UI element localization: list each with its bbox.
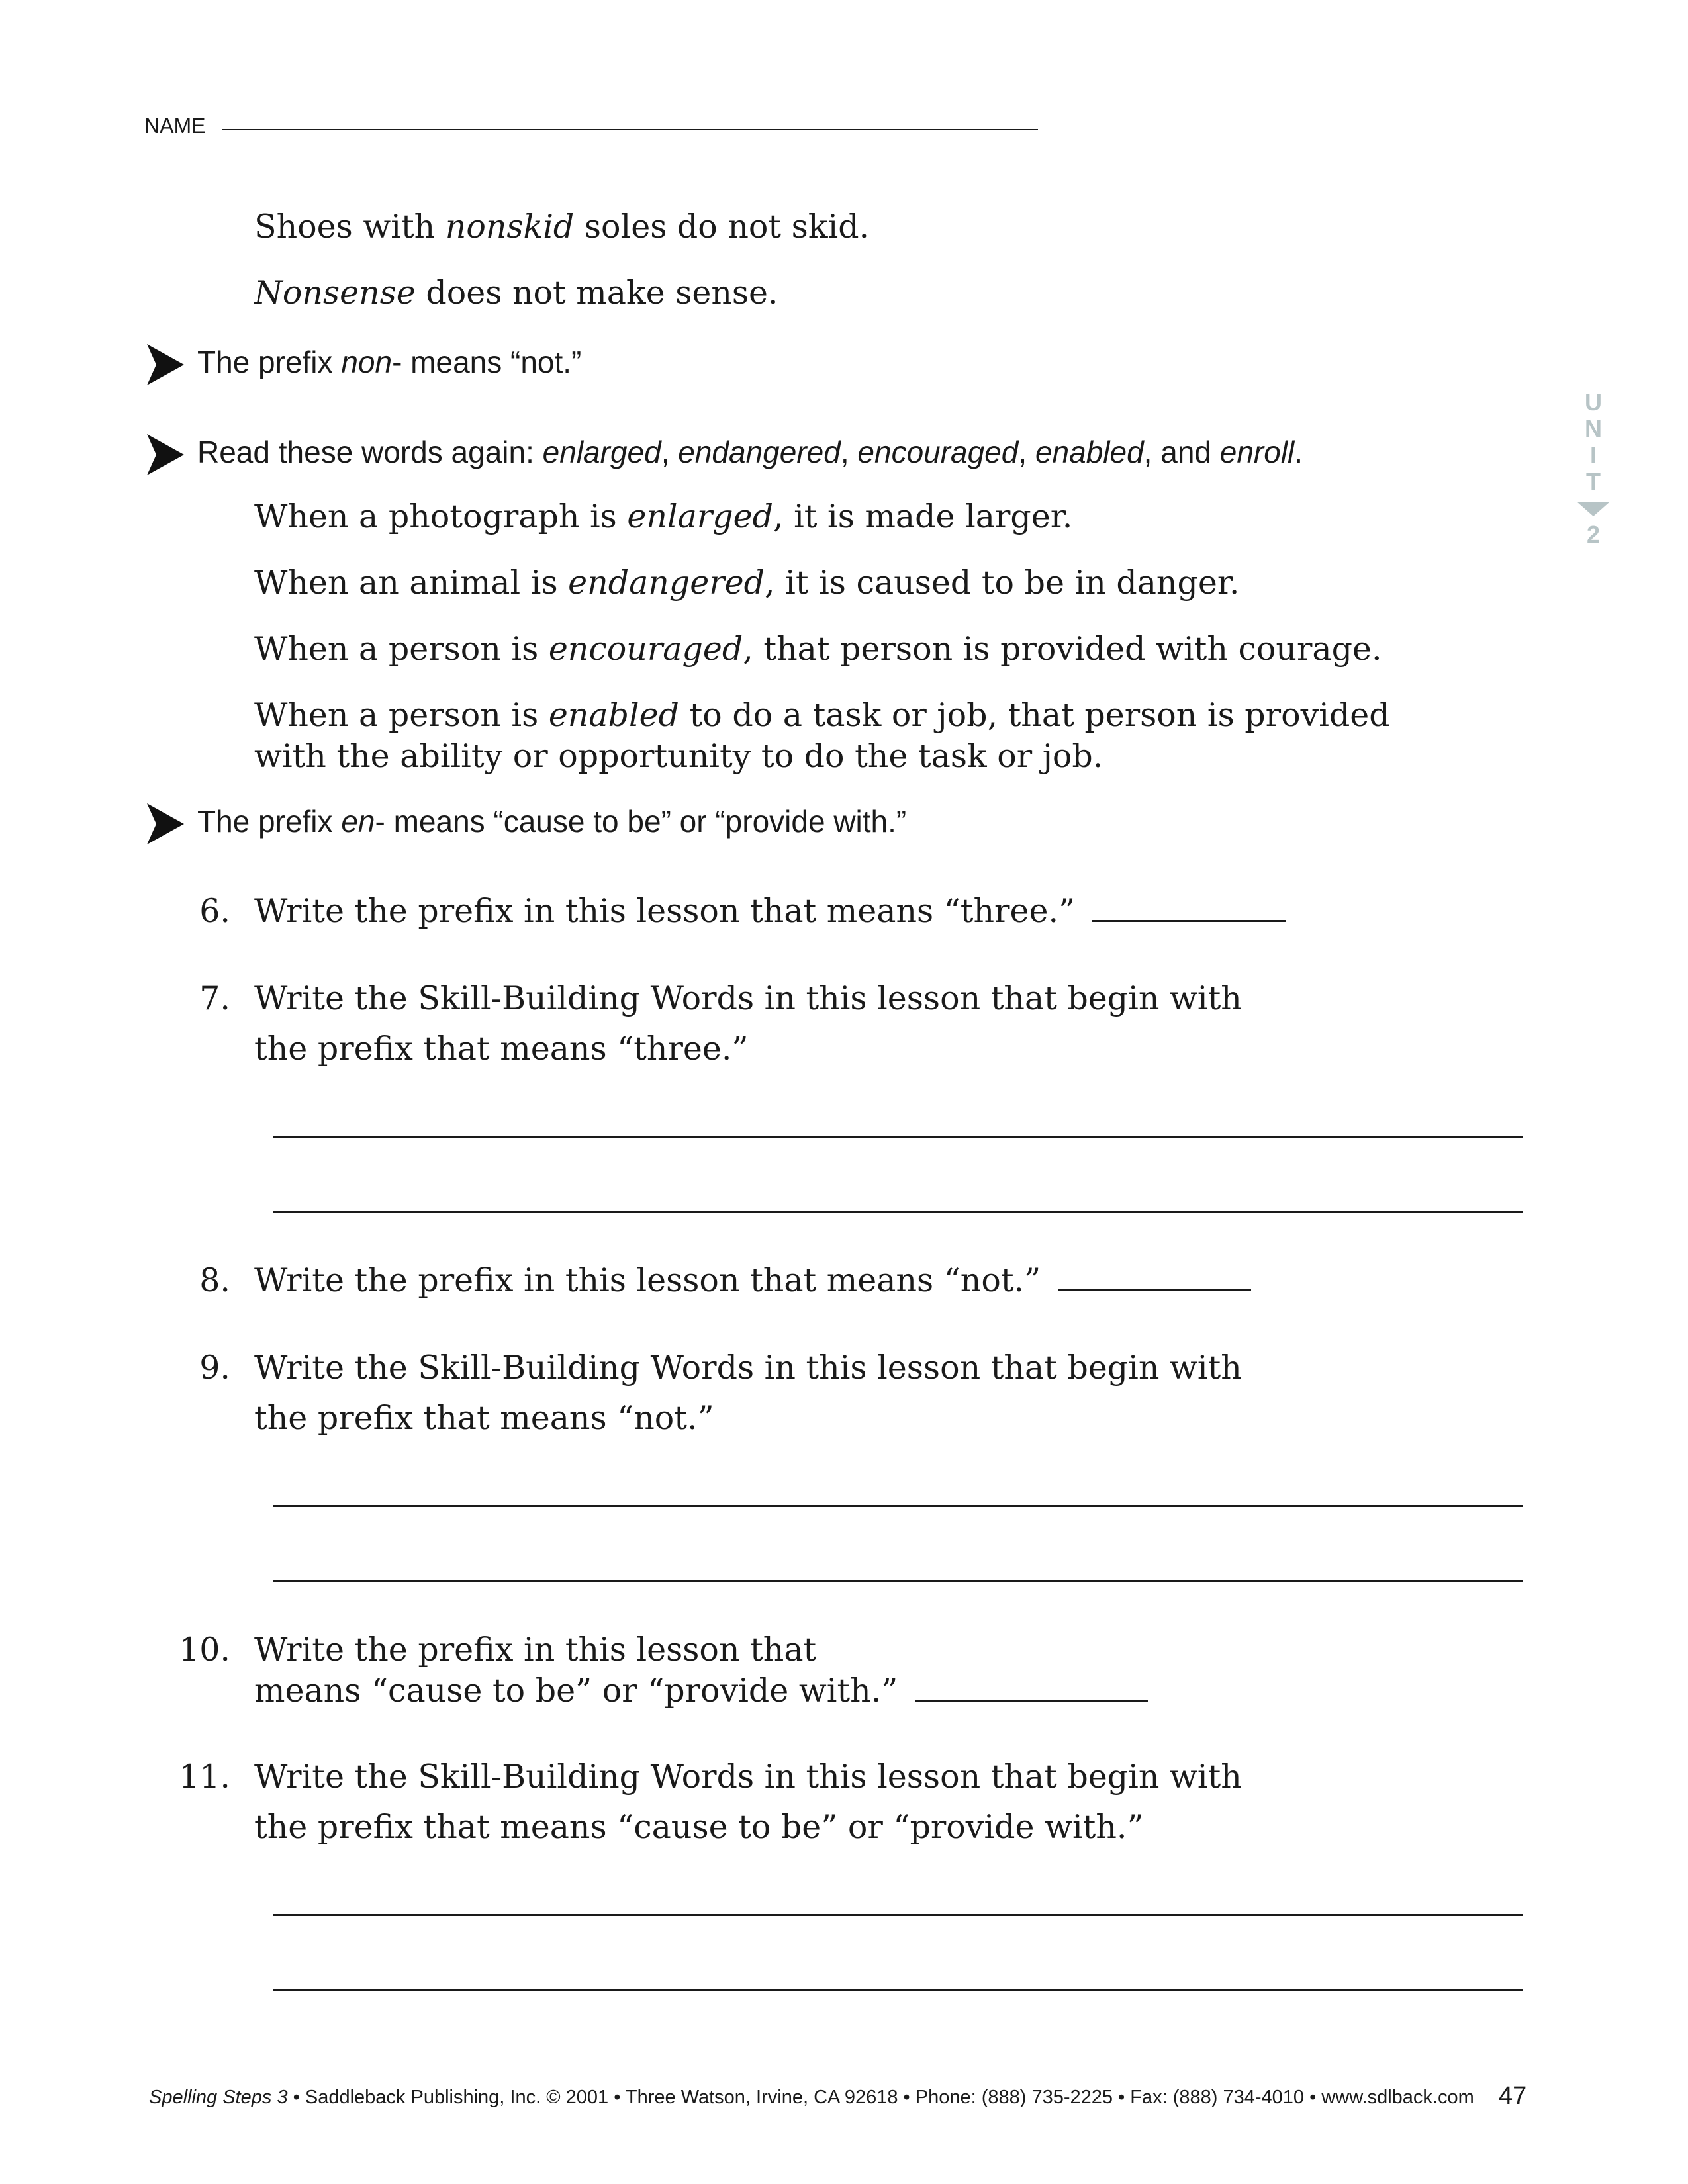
question-9-line2: the prefix that means “not.” — [254, 1399, 714, 1437]
example-nonskid: Shoes with nonskid soles do not skid. — [254, 208, 870, 246]
rule-en: The prefix en- means “cause to be” or “provide with.” — [197, 804, 907, 839]
unit-tab-triangle-icon — [1577, 502, 1610, 516]
footer-publisher: Spelling Steps 3 • Saddleback Publishing, Inc. © 2001 • Three Watson, Irvine, CA 92618 • Phone: (888) 735-2225 • Fax: (888) 734-4010 • www.sdlback.com — [149, 2087, 1474, 2108]
question-number: 11. — [179, 1758, 230, 1796]
question-6-text: Write the prefix in this lesson that means “three.” — [254, 892, 1286, 930]
question-number: 9. — [199, 1349, 230, 1387]
question-10-line2: means “cause to be” or “provide with.” — [254, 1672, 1148, 1709]
example-enabled: When a person is enabled to do a task or job, that person is provided — [254, 696, 1390, 734]
arrow-icon — [147, 803, 184, 844]
answer-line-11b[interactable] — [273, 1989, 1523, 1991]
rule-non: The prefix non- means “not.” — [197, 345, 582, 379]
arrow-icon — [147, 344, 184, 385]
question-9-line1: Write the Skill-Building Words in this lesson that begin with — [254, 1349, 1242, 1387]
answer-line-11a[interactable] — [273, 1914, 1523, 1916]
page-number: 47 — [1499, 2082, 1527, 2110]
unit-tab: U N I T 2 — [1577, 389, 1610, 548]
question-10-line1: Write the prefix in this lesson that — [254, 1631, 817, 1668]
question-11-line1: Write the Skill-Building Words in this lesson that begin with — [254, 1758, 1242, 1796]
question-8-text: Write the prefix in this lesson that means “not.” — [254, 1261, 1251, 1299]
question-7-line2: the prefix that means “three.” — [254, 1030, 749, 1068]
question-number: 8. — [199, 1261, 230, 1299]
arrow-icon — [147, 434, 184, 475]
answer-blank-10[interactable] — [915, 1673, 1148, 1702]
answer-blank-8[interactable] — [1058, 1263, 1251, 1291]
name-label: NAME — [144, 114, 206, 138]
example-enlarged: When a photograph is enlarged, it is made larger. — [254, 498, 1073, 535]
example-enabled-cont: with the ability or opportunity to do the task or job. — [254, 737, 1103, 775]
question-number: 10. — [179, 1631, 230, 1668]
rule-read-words: Read these words again: enlarged, endangered, encouraged, enabled, and enroll. — [197, 435, 1303, 469]
example-encouraged: When a person is encouraged, that person is provided with courage. — [254, 630, 1382, 668]
answer-line-7a[interactable] — [273, 1136, 1523, 1138]
answer-line-9a[interactable] — [273, 1505, 1523, 1507]
answer-line-9b[interactable] — [273, 1580, 1523, 1582]
example-nonsense: Nonsense does not make sense. — [254, 274, 778, 312]
answer-blank-6[interactable] — [1092, 893, 1286, 922]
question-11-line2: the prefix that means “cause to be” or “provide with.” — [254, 1808, 1144, 1846]
question-number: 6. — [199, 892, 230, 930]
answer-line-7b[interactable] — [273, 1211, 1523, 1213]
name-input-line[interactable] — [222, 129, 1038, 130]
question-7-line1: Write the Skill-Building Words in this lesson that begin with — [254, 979, 1242, 1017]
example-endangered: When an animal is endangered, it is caused to be in danger. — [254, 564, 1240, 602]
question-number: 7. — [199, 979, 230, 1017]
